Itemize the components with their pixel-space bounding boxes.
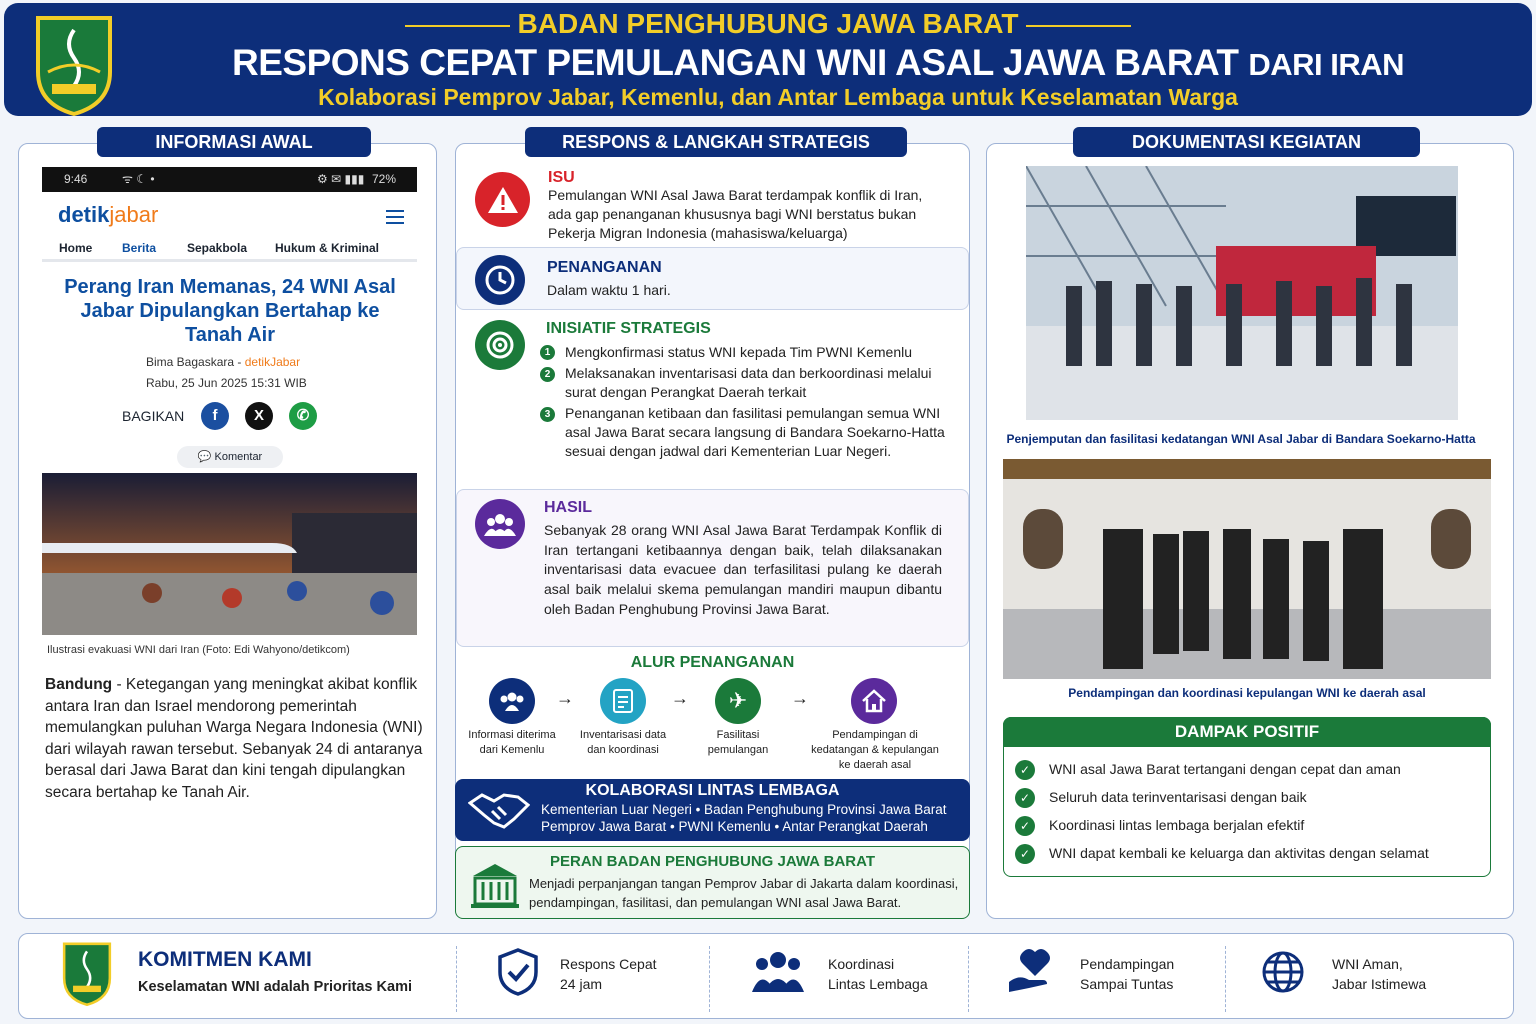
- middle-panel-title: RESPONS & LANGKAH STRATEGIS: [525, 127, 907, 157]
- photo-caption-2: Pendampingan dan koordinasi kepulangan WNI ke daerah asal: [1068, 686, 1426, 700]
- footer-divider: [1225, 946, 1226, 1012]
- kolaborasi-heading: KOLABORASI LINTAS LEMBAGA: [585, 782, 840, 799]
- group-icon: [475, 499, 525, 549]
- detik-logo[interactable]: detikjabar: [58, 202, 159, 227]
- dampak-heading: DAMPAK POSITIF: [1003, 717, 1491, 747]
- comment-icon: 💬: [197, 451, 212, 463]
- inisiatif-heading: INISIATIF STRATEGIS: [546, 320, 711, 337]
- x-icon[interactable]: X: [245, 402, 273, 430]
- left-panel-title: INFORMASI AWAL: [97, 127, 371, 157]
- phone-status-bar: 9:46 ᯤ ☾ • ⚙ ✉ ▮▮▮ 72%: [42, 167, 417, 192]
- shield-check-icon: [497, 948, 539, 996]
- footer-divider: [709, 946, 710, 1012]
- menu-icon[interactable]: [386, 210, 404, 228]
- clock-icon: [475, 255, 525, 305]
- penanganan-card: [456, 247, 969, 310]
- comment-button[interactable]: 💬 Komentar: [177, 446, 283, 468]
- globe-icon: [1261, 950, 1305, 994]
- dampak-item-3: ✓ Koordinasi lintas lembaga berjalan efektif: [1015, 814, 1304, 836]
- check-icon: ✓: [1015, 816, 1035, 836]
- article-author: Bima Bagaskara - detikJabar: [146, 355, 301, 369]
- footer-item-2: Koordinasi Lintas Lembaga: [828, 956, 928, 992]
- inisiatif-item-3: Penanganan ketibaan dan fasilitasi pemulangan semua WNI asal Jawa Barat secara langsung di Bandara Soekarno-Hatta sesuai dengan jadwal dari Kementerian Luar Negeri.: [565, 405, 945, 459]
- step-number-3: 3: [540, 407, 555, 422]
- alur-step-2: Inventarisasi data dan koordinasi: [579, 729, 667, 756]
- airport-photo: [1026, 166, 1458, 420]
- article-date: Rabu, 25 Jun 2025 15:31 WIB: [146, 376, 307, 390]
- hasil-heading: HASIL: [544, 499, 592, 516]
- group-people-icon: [752, 950, 804, 992]
- kolaborasi-line-1: Kementerian Luar Negeri • Badan Penghubung Provinsi Jawa Barat: [541, 802, 947, 817]
- footer-subtitle: Keselamatan WNI adalah Prioritas Kami: [138, 979, 412, 995]
- arrow-icon: →: [671, 688, 689, 708]
- dampak-item-1: ✓ WNI asal Jawa Barat tertangani dengan cepat dan aman: [1015, 758, 1401, 780]
- alur-step-1: Informasi diterima dari Kemenlu: [468, 729, 556, 756]
- peran-heading: PERAN BADAN PENGHUBUNG JAWA BARAT: [549, 853, 875, 870]
- right-panel-title: DOKUMENTASI KEGIATAN: [1073, 127, 1420, 157]
- facebook-icon[interactable]: f: [201, 402, 229, 430]
- check-icon: ✓: [1015, 788, 1035, 808]
- arrow-icon: →: [556, 688, 574, 708]
- kolaborasi-line-2: Pemprov Jawa Barat • PWNI Kemenlu • Antar Perangkat Daerah: [541, 819, 928, 834]
- checklist-icon: [600, 678, 646, 724]
- nav-sepakbola[interactable]: Sepakbola: [187, 241, 248, 255]
- penanganan-text: Dalam waktu 1 hari.: [547, 282, 671, 298]
- alur-step-3: Fasilitasi pemulangan: [707, 729, 769, 756]
- alur-step-4: Pendampingan di kedatangan & kepulangan ke daerah asal: [811, 729, 939, 771]
- footer-item-1: Respons Cepat 24 jam: [560, 956, 657, 992]
- article-body: Bandung - Ketegangan yang meningkat akibat konflik antara Iran dan Israel mendorong pemerintah memulangkan puluhan Warga Negara Indonesia (WNI) dari wilayah rawan tersebut. Sebanyak 24 di antaranya berasal dari Jawa Barat dan kini tengah dipulangkan secara bertahap ke Tanah Air.: [45, 676, 423, 801]
- site-nav: [42, 238, 417, 262]
- nav-hukum[interactable]: Hukum & Kriminal: [275, 241, 380, 255]
- dampak-item-4: ✓ WNI dapat kembali ke keluarga dan aktivitas dengan selamat: [1015, 842, 1429, 864]
- article-headline[interactable]: Perang Iran Memanas, 24 WNI Asal Jabar Dipulangkan Bertahap ke Tanah Air: [64, 276, 396, 346]
- home-icon: [851, 678, 897, 724]
- arrow-icon: →: [791, 688, 809, 708]
- footer-item-3: Pendampingan Sampai Tuntas: [1080, 956, 1175, 992]
- terminal-photo: [1003, 459, 1491, 679]
- share-label: BAGIKAN: [122, 408, 185, 424]
- penanganan-heading: PENANGANAN: [547, 259, 662, 276]
- nav-home[interactable]: Home: [59, 241, 93, 255]
- check-icon: ✓: [1015, 844, 1035, 864]
- jabar-logo-small-icon: [58, 940, 116, 1006]
- step-number-1: 1: [540, 345, 555, 360]
- hasil-text: Sebanyak 28 orang WNI Asal Jawa Barat Terdampak Konflik di Iran tertangani ketibaannya dengan baik, telah dilaksanakan inventarisasi data evacuee dan terfasilitasi pulang ke daerah asal baik melalui skema pemulangan mandiri maupun dibantu oleh Badan Penghubung Provinsi Jawa Barat.: [544, 522, 942, 617]
- airplane-icon: ✈: [715, 678, 761, 724]
- footer-divider: [968, 946, 969, 1012]
- isu-text: Pemulangan WNI Asal Jawa Barat terdampak konflik di Iran, ada gap penanganan khususnya bagi WNI berstatus bukan Pekerja Migran Indonesia (mahasiswa/keluarga): [548, 187, 923, 241]
- isu-heading: ISU: [548, 169, 575, 186]
- peran-text: Menjadi perpanjangan tangan Pemprov Jabar di Jakarta dalam koordinasi, pendampingan, fasilitasi, dan pemulangan WNI asal Jawa Barat.: [529, 876, 959, 910]
- alur-heading: ALUR PENANGANAN: [630, 654, 795, 671]
- header-org: BADAN PENGHUBUNG JAWA BARAT: [0, 8, 1536, 40]
- warning-icon: [475, 172, 530, 227]
- inisiatif-item-1: Mengkonfirmasi status WNI kepada Tim PWNI Kemenlu: [565, 344, 913, 360]
- header-title: RESPONS CEPAT PEMULANGAN WNI ASAL JAWA BARAT DARI IRAN: [232, 42, 1404, 83]
- footer-divider: [456, 946, 457, 1012]
- evacuation-illustration: [42, 473, 417, 635]
- nav-berita[interactable]: Berita: [122, 241, 157, 255]
- people-icon: [489, 678, 535, 724]
- footer-title: KOMITMEN KAMI: [138, 948, 312, 971]
- dampak-item-2: ✓ Seluruh data terinventarisasi dengan baik: [1015, 786, 1307, 808]
- header-subtitle: Kolaborasi Pemprov Jabar, Kemenlu, dan Antar Lembaga untuk Keselamatan Warga: [318, 84, 1238, 110]
- step-number-2: 2: [540, 367, 555, 382]
- photo-caption-1: Penjemputan dan fasilitasi kedatangan WNI Asal Jabar di Bandara Soekarno-Hatta: [1006, 432, 1476, 446]
- footer-item-4: WNI Aman, Jabar Istimewa: [1332, 956, 1427, 992]
- check-icon: ✓: [1015, 760, 1035, 780]
- image-caption: Ilustrasi evakuasi WNI dari Iran (Foto: Edi Wahyono/detikcom): [47, 644, 350, 656]
- inisiatif-item-2: Melaksanakan inventarisasi data dan berkoordinasi melalui surat dengan Perangkat Daerah terkait: [565, 365, 932, 400]
- heart-hand-icon: [1007, 948, 1057, 994]
- target-icon: [475, 320, 525, 370]
- whatsapp-icon[interactable]: ✆: [289, 402, 317, 430]
